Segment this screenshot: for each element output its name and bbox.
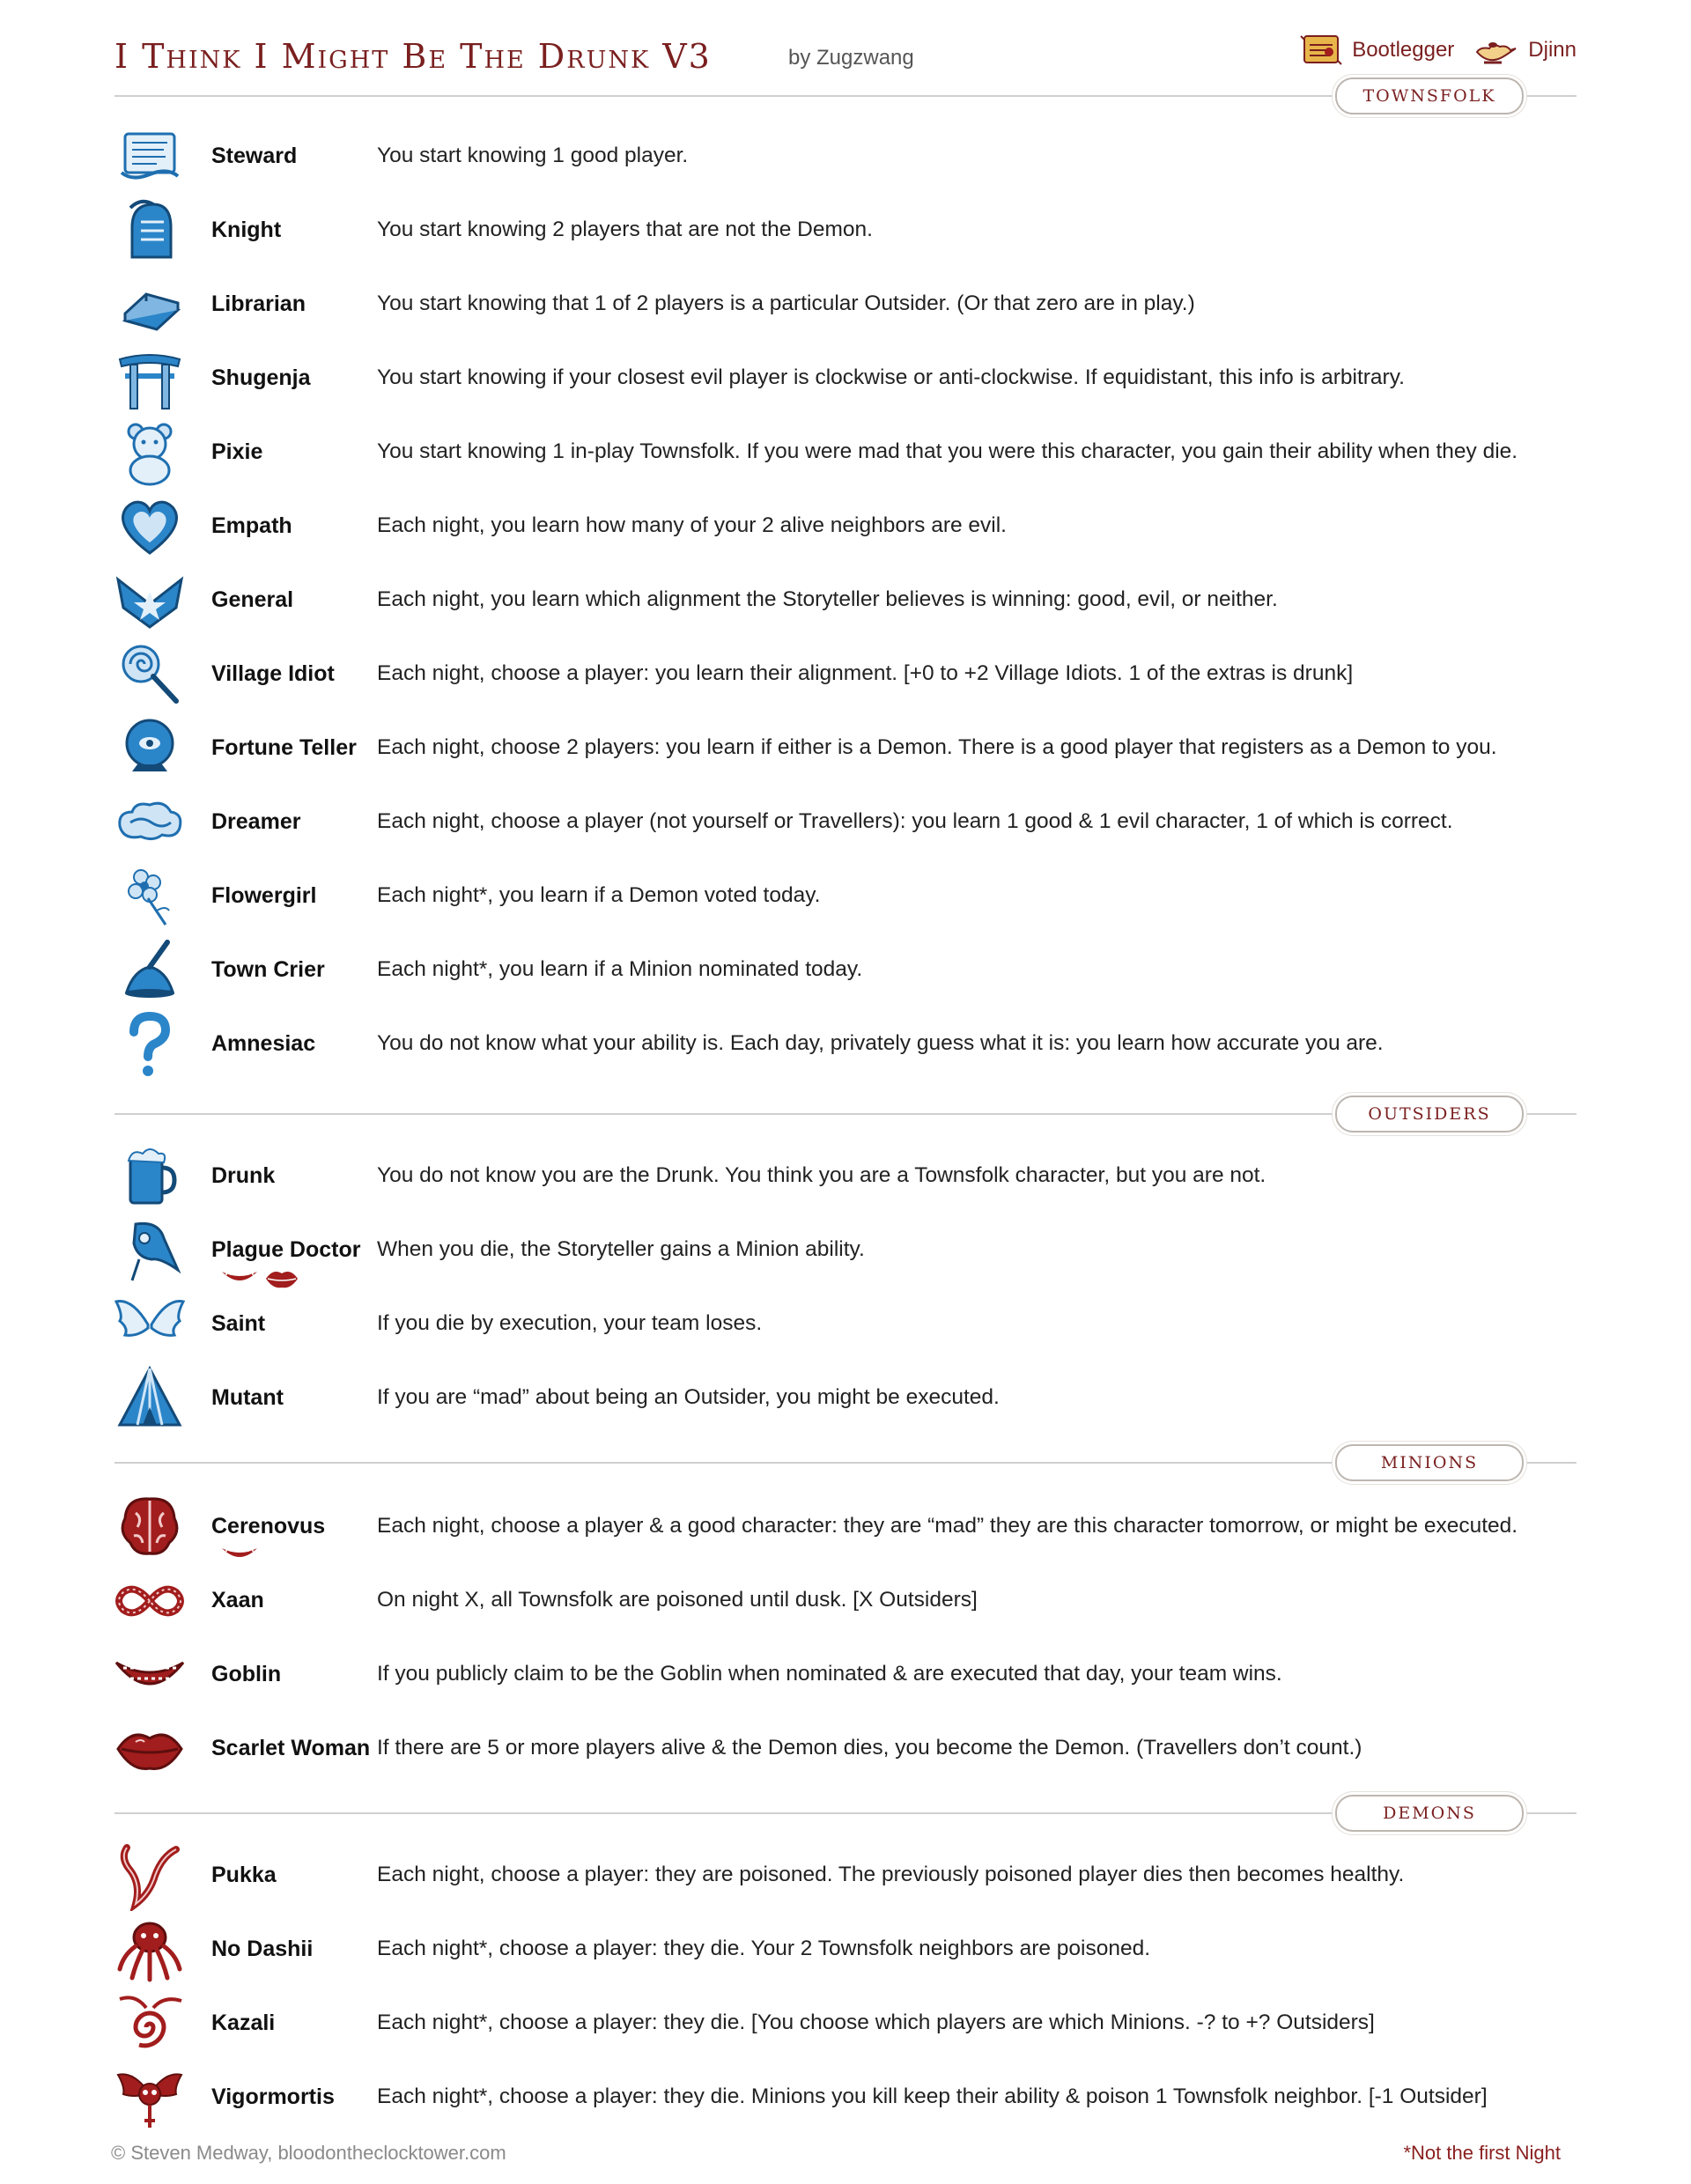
townsfolk-section-divider bbox=[114, 77, 1577, 113]
teddy-bear-icon bbox=[114, 417, 185, 488]
traveller-bootlegger bbox=[1299, 31, 1454, 70]
character-ability: When you die, the Storyteller gains a Minion ability. bbox=[377, 1237, 865, 1261]
character-row-fortune-teller bbox=[114, 713, 1577, 784]
jinx-list bbox=[220, 1266, 299, 1291]
character-row-steward bbox=[114, 122, 1577, 192]
character-row-pixie bbox=[114, 417, 1577, 488]
character-ability: On night X, all Townsfolk are poisoned until dusk. [X Outsiders] bbox=[377, 1588, 978, 1612]
swirl-icon bbox=[114, 1988, 185, 2059]
character-ability: You start knowing 1 in-play Townsfolk. If you were mad that you were this character, you gain their ability when they die. bbox=[377, 439, 1518, 463]
character-row-shugenja bbox=[114, 343, 1577, 414]
character-ability: If you publicly claim to be the Goblin when nominated & are executed that day, your team wins. bbox=[377, 1662, 1282, 1686]
character-name: Mutant bbox=[211, 1385, 284, 1410]
demons-label: DEMONS bbox=[1335, 1795, 1524, 1832]
character-name: Xaan bbox=[211, 1588, 264, 1612]
character-ability: Each night*, choose a player: they die. [You choose which players are which Minions. -? to +? Outsiders] bbox=[377, 2011, 1375, 2034]
character-ability: You start knowing that 1 of 2 players is a particular Outsider. (Or that zero are in play.) bbox=[377, 291, 1195, 315]
character-ability: Each night*, choose a player: they die. Your 2 Townsfolk neighbors are poisoned. bbox=[377, 1937, 1151, 1960]
character-row-saint bbox=[114, 1289, 1577, 1360]
character-ability: You start knowing 1 good player. bbox=[377, 144, 689, 167]
winged-skull-icon bbox=[114, 2062, 185, 2133]
script-author: by Zugzwang bbox=[788, 46, 914, 70]
character-name: Empath bbox=[211, 513, 292, 538]
serpent-icon bbox=[114, 1841, 185, 1911]
character-name: Village Idiot bbox=[211, 661, 335, 686]
character-row-mutant bbox=[114, 1363, 1577, 1434]
character-name: Pixie bbox=[211, 439, 263, 464]
character-ability: If you are “mad” about being an Outsider, you might be executed. bbox=[377, 1385, 1000, 1409]
character-name: No Dashii bbox=[211, 1937, 314, 1961]
helmet-icon bbox=[114, 196, 185, 266]
character-name: Goblin bbox=[211, 1662, 282, 1686]
traveller-djinn bbox=[1472, 33, 1577, 68]
character-ability: You start knowing if your closest evil player is clockwise or anti-clockwise. If equidistant, this info is arbitrary. bbox=[377, 365, 1405, 389]
night-footnote: *Not the first Night bbox=[1403, 2142, 1561, 2164]
character-name: Cerenovus bbox=[211, 1514, 326, 1538]
traveller-list bbox=[1299, 28, 1577, 72]
character-row-cerenovus bbox=[114, 1492, 1577, 1562]
character-name: Dreamer bbox=[211, 809, 301, 834]
character-row-amnesiac bbox=[114, 1009, 1577, 1080]
character-ability: Each night, you learn which alignment the Storyteller believes is winning: good, evil, or neither. bbox=[377, 587, 1278, 611]
goblin-jinx-icon bbox=[220, 1543, 259, 1564]
crystal-ball-icon bbox=[114, 713, 185, 784]
character-row-town-crier bbox=[114, 935, 1577, 1006]
heart-icon bbox=[114, 491, 185, 562]
character-name: Saint bbox=[211, 1311, 266, 1336]
character-row-pukka bbox=[114, 1841, 1577, 1911]
character-ability: Each night, choose 2 players: you learn if either is a Demon. There is a good player that registers as a Demon to you. bbox=[377, 735, 1497, 759]
goblin-jinx-icon bbox=[220, 1266, 259, 1288]
character-ability: Each night, choose a player: they are poisoned. The previously poisoned player dies then becomes healthy. bbox=[377, 1863, 1405, 1886]
character-name: Scarlet Woman bbox=[211, 1736, 371, 1760]
demons-section-divider bbox=[114, 1795, 1577, 1830]
character-ability: If there are 5 or more players alive & the Demon dies, you become the Demon. (Travellers don’t count.) bbox=[377, 1736, 1362, 1760]
character-ability: If you die by execution, your team loses. bbox=[377, 1311, 763, 1335]
copyright-footer: © Steven Medway, bloodontheclocktower.com bbox=[111, 2142, 506, 2164]
brain-icon bbox=[114, 1492, 185, 1562]
book-icon bbox=[114, 269, 185, 340]
character-row-kazali bbox=[114, 1988, 1577, 2059]
traveller-name: Djinn bbox=[1528, 38, 1577, 62]
wings-icon bbox=[114, 1289, 185, 1360]
scarlet-woman-jinx-icon bbox=[264, 1266, 299, 1291]
character-ability: Each night*, you learn if a Minion nominated today. bbox=[377, 957, 863, 981]
jinx-list bbox=[220, 1543, 259, 1564]
outsiders-label: OUTSIDERS bbox=[1335, 1096, 1524, 1133]
character-name: General bbox=[211, 587, 294, 612]
minions-label: MINIONS bbox=[1335, 1444, 1524, 1481]
character-name: Plague Doctor bbox=[211, 1237, 361, 1262]
character-ability: Each night, you learn how many of your 2 alive neighbors are evil. bbox=[377, 513, 1007, 537]
flower-icon bbox=[114, 861, 185, 932]
townsfolk-label: TOWNSFOLK bbox=[1335, 77, 1524, 114]
scroll-map-icon bbox=[1299, 31, 1343, 70]
character-ability: Each night*, choose a player: they die. Minions you kill keep their ability & poison 1 Townsfolk neighbor. [-1 Outsider] bbox=[377, 2084, 1488, 2108]
character-ability: Each night, choose a player & a good character: they are “mad” they are this character tomorrow, or might be executed. bbox=[377, 1514, 1518, 1538]
character-ability: You do not know what your ability is. Each day, privately guess what it is: you learn how accurate you are. bbox=[377, 1031, 1384, 1055]
character-name: Amnesiac bbox=[211, 1031, 316, 1056]
octopus-icon bbox=[114, 1915, 185, 1985]
character-ability: Each night*, you learn if a Demon voted today. bbox=[377, 883, 821, 907]
character-row-knight bbox=[114, 196, 1577, 266]
character-name: Fortune Teller bbox=[211, 735, 357, 760]
character-row-drunk bbox=[114, 1141, 1577, 1212]
character-row-scarlet-woman bbox=[114, 1714, 1577, 1784]
scroll-icon bbox=[114, 122, 185, 192]
character-row-village-idiot bbox=[114, 639, 1577, 710]
outsiders-section-divider bbox=[114, 1096, 1577, 1131]
star-badge-icon bbox=[114, 565, 185, 636]
character-row-dreamer bbox=[114, 787, 1577, 858]
character-row-general bbox=[114, 565, 1577, 636]
character-row-plague-doctor bbox=[114, 1215, 1577, 1286]
character-name: Knight bbox=[211, 218, 282, 242]
character-name: Pukka bbox=[211, 1863, 277, 1887]
character-name: Vigormortis bbox=[211, 2084, 335, 2109]
tent-icon bbox=[114, 1363, 185, 1434]
plague-mask-icon bbox=[114, 1215, 185, 1286]
torii-gate-icon bbox=[114, 343, 185, 414]
character-row-flowergirl bbox=[114, 861, 1577, 932]
lamp-icon bbox=[1472, 33, 1519, 68]
character-row-empath bbox=[114, 491, 1577, 562]
character-name: Flowergirl bbox=[211, 883, 317, 908]
lips-icon bbox=[114, 1714, 185, 1784]
character-name: Shugenja bbox=[211, 365, 311, 390]
character-name: Steward bbox=[211, 144, 298, 168]
character-name: Kazali bbox=[211, 2011, 276, 2035]
grin-icon bbox=[114, 1640, 185, 1710]
character-ability: Each night, choose a player: you learn their alignment. [+0 to +2 Village Idiots. 1 of the extras is drunk] bbox=[377, 661, 1354, 685]
cloud-icon bbox=[114, 787, 185, 858]
character-ability: You do not know you are the Drunk. You think you are a Townsfolk character, but you are not. bbox=[377, 1163, 1266, 1187]
infinity-icon bbox=[114, 1566, 185, 1636]
character-row-goblin bbox=[114, 1640, 1577, 1710]
minions-section-divider bbox=[114, 1444, 1577, 1479]
character-row-xaan bbox=[114, 1566, 1577, 1636]
character-name: Drunk bbox=[211, 1163, 276, 1188]
script-title: I Think I Might Be The Drunk V3 bbox=[114, 37, 712, 76]
beer-mug-icon bbox=[114, 1141, 185, 1212]
character-ability: You start knowing 2 players that are not the Demon. bbox=[377, 218, 873, 241]
lollipop-icon bbox=[114, 639, 185, 710]
bell-icon bbox=[114, 935, 185, 1006]
character-name: Librarian bbox=[211, 291, 306, 316]
character-row-no-dashii bbox=[114, 1915, 1577, 1985]
traveller-name: Bootlegger bbox=[1352, 38, 1455, 62]
character-name: Town Crier bbox=[211, 957, 325, 982]
character-row-librarian bbox=[114, 269, 1577, 340]
character-row-vigormortis bbox=[114, 2062, 1577, 2133]
character-ability: Each night, choose a player (not yourself or Travellers): you learn 1 good & 1 evil character, 1 of which is correct. bbox=[377, 809, 1453, 833]
question-mark-icon bbox=[114, 1009, 185, 1080]
